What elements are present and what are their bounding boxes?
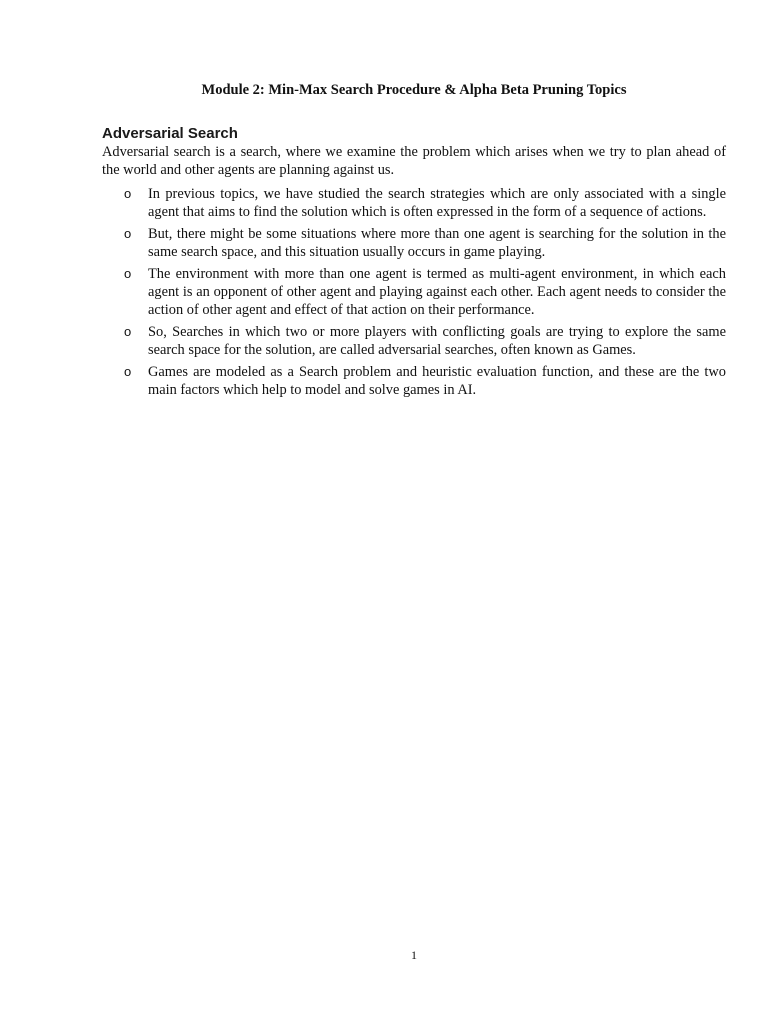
bullet-text: Games are modeled as a Search problem and heuristic evaluation function, and these are the two main factors which help to model and solve games in AI.: [148, 364, 726, 398]
bullet-marker: o: [124, 324, 132, 339]
bullet-text: But, there might be some situations where more than one agent is searching for the solution in the same search space, and this situation usually occurs in game playing.: [148, 226, 726, 260]
intro-paragraph: Adversarial search is a search, where we examine the problem which arises when we try to plan ahead of the world and other agents are planning against us.: [102, 144, 726, 178]
list-item: [102, 363, 726, 399]
section-heading: Adversarial Search: [102, 125, 238, 142]
bullet-marker: o: [124, 186, 132, 201]
list-item: [102, 323, 726, 359]
bullet-marker: o: [124, 226, 132, 241]
bullet-list: [102, 185, 726, 403]
page-number: 1: [411, 948, 417, 962]
list-item: [102, 185, 726, 221]
bullet-text: The environment with more than one agent is termed as multi-agent environment, in which each agent is an opponent of other agent and playing against each other. Each agent needs to consider the action of other agent and effect of that action on their performance.: [148, 266, 726, 318]
list-item: [102, 265, 726, 319]
bullet-text: In previous topics, we have studied the search strategies which are only associated with a single agent that aims to find the solution which is often expressed in the form of a sequence of actions.: [148, 186, 726, 220]
list-item: [102, 225, 726, 261]
bullet-text: So, Searches in which two or more players with conflicting goals are trying to explore the same search space for the solution, are called adversarial searches, often known as Games.: [148, 324, 726, 358]
bullet-marker: o: [124, 266, 132, 281]
page-title: Module 2: Min-Max Search Procedure & Alpha Beta Pruning Topics: [201, 82, 627, 98]
bullet-marker: o: [124, 364, 132, 379]
